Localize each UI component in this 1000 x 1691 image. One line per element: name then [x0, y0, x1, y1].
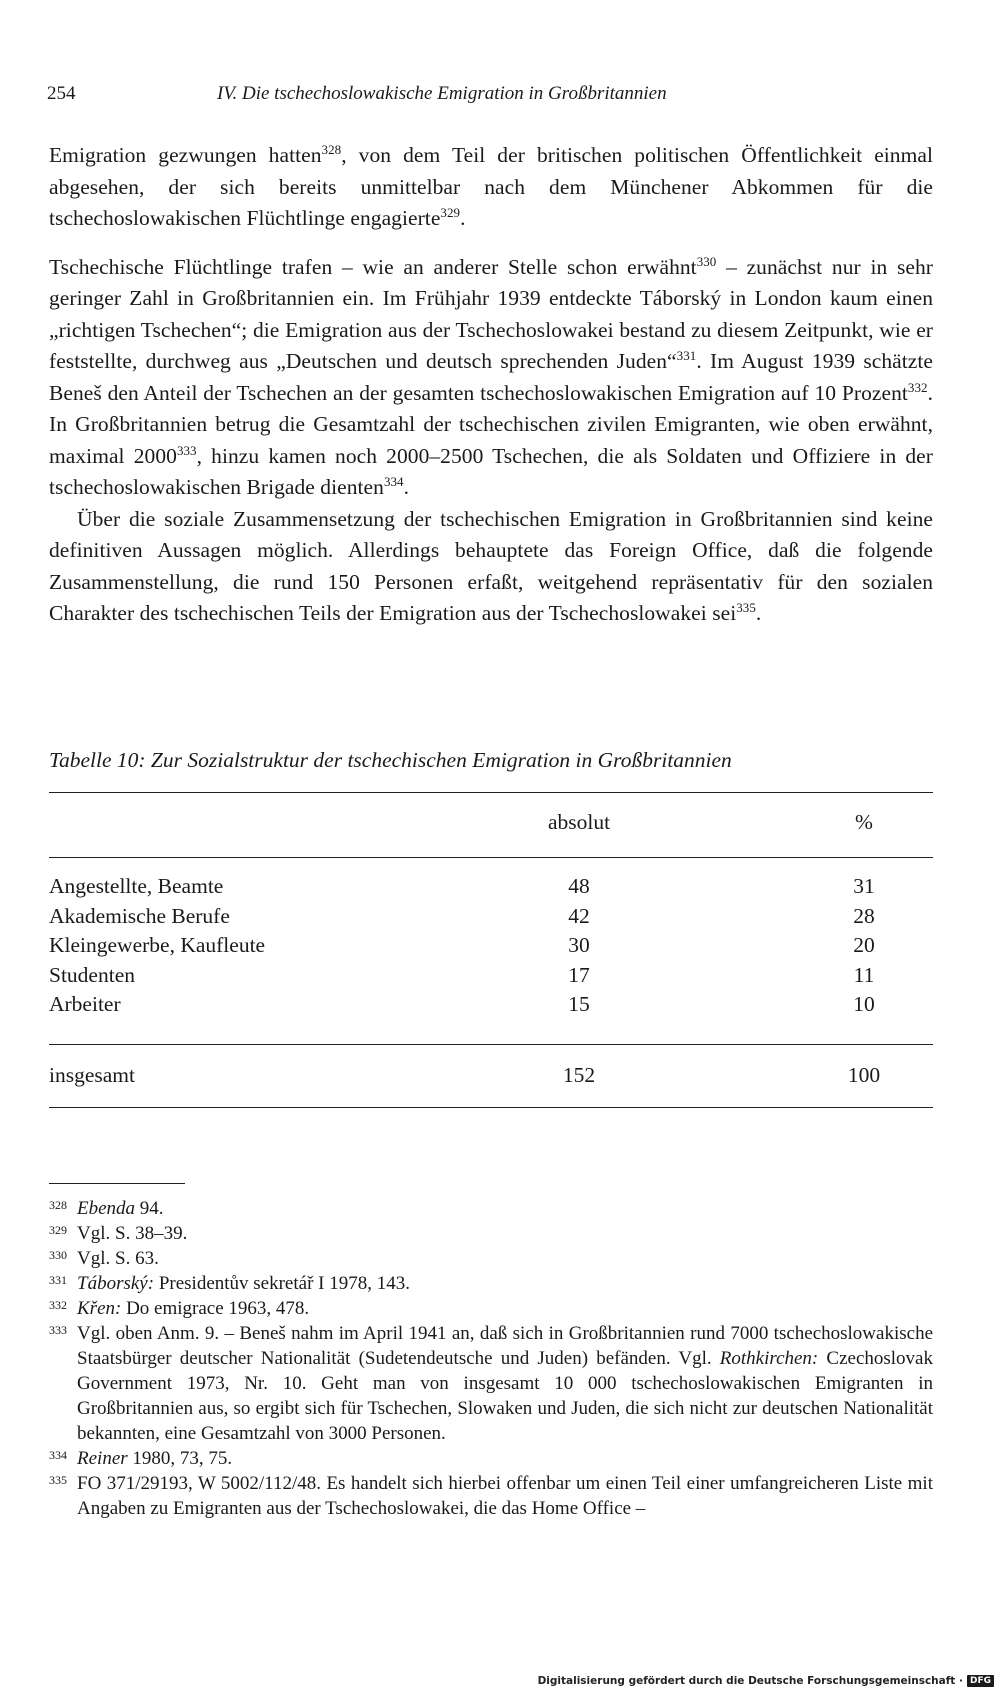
footnote	[49, 1196, 933, 1221]
footnote-author: Křen:	[77, 1298, 122, 1319]
footnote-number: 331	[49, 1273, 67, 1287]
footnote	[49, 1221, 933, 1246]
footnote	[49, 1321, 933, 1446]
table-body	[49, 874, 933, 1022]
footnote-text: Vgl. S. 38–39.	[77, 1223, 188, 1244]
text-run: .	[460, 206, 466, 230]
absolut-cell: 30	[568, 933, 590, 957]
footnote-ref[interactable]: 334	[383, 474, 404, 489]
body-text	[49, 140, 933, 630]
footnote-ref[interactable]: 332	[907, 379, 928, 395]
category-cell: Studenten	[49, 962, 135, 987]
page-number: 254	[47, 83, 76, 104]
table-row	[49, 904, 933, 934]
text-run: Emigration gezwungen hatten	[49, 143, 322, 167]
total-absolut: 152	[562, 1063, 596, 1087]
absolut-cell: 17	[568, 962, 590, 987]
footnote-ref[interactable]: 333	[176, 442, 197, 458]
table-top-rule	[49, 792, 933, 793]
footnote-author: Reiner	[77, 1448, 128, 1469]
header-cell-absolut: absolut	[547, 810, 611, 834]
text-run: – zunächst nur in sehr geringer Zahl in Großbritannien ein. Im Frühjahr 1939 entdeckte Táborský in London kaum einen „richtigen Tschechen“; die Emigration aus der Tschechoslowakei bestand zu diesem Zeitpunkt, wie er feststellte, durchweg aus „Deutschen und deutsch sprechenden Juden“	[49, 254, 934, 373]
category-cell: Arbeiter	[49, 992, 121, 1016]
footnote-author: Rothkirchen:	[719, 1348, 819, 1369]
footer-text: Digitalisierung gefördert durch die Deutsche Forschungsgemeinschaft ·	[537, 1675, 963, 1687]
footnote-text: FO 371/29193, W 5002/112/48. Es handelt sich hierbei offenbar um einen Teil einer umfangreicheren Liste mit Angaben zu Emigranten aus der Tschechoslowakei, die das Home Office –	[77, 1473, 933, 1519]
percent-cell: 28	[853, 903, 875, 928]
footnote	[49, 1246, 933, 1271]
absolut-cell: 15	[568, 992, 590, 1016]
table-row	[49, 992, 933, 1022]
text-run: , von dem Teil der britischen politischen Öffentlichkeit einmal abgesehen, der sich bereits unmittelbar nach dem Münchener Abkommen für die tschechoslowakischen Flüchtlinge engagierte	[49, 143, 933, 230]
footnote-number: 328	[49, 1198, 67, 1212]
digitization-footer	[538, 1675, 994, 1687]
footnote-text: Vgl. oben Anm. 9. – Beneš nahm im April 1941 an, daß sich in Großbritannien rund 7000 tschechoslowakische Staatsbürger deutscher Nationalität (Sudetendeutsche und Juden) befänden. Vgl.	[77, 1323, 933, 1369]
footnote-text: Vgl. S. 63.	[77, 1248, 159, 1269]
table-row	[49, 874, 933, 904]
footnote	[49, 1471, 933, 1521]
text-run: . Im August 1939 schätzte Beneš den Anteil der Tschechen an der gesamten tschechoslowakischen Emigration auf 10 Prozent	[49, 349, 933, 405]
text-run: .	[403, 475, 410, 499]
footnote-number: 330	[49, 1248, 67, 1262]
footnote-ref[interactable]: 329	[440, 205, 461, 220]
absolut-cell: 42	[568, 903, 590, 928]
running-title: IV. Die tschechoslowakische Emigration in Großbritannien	[217, 83, 667, 104]
footnote-ref[interactable]: 335	[736, 600, 756, 615]
absolut-cell: 48	[568, 874, 590, 898]
footnote-separator	[49, 1183, 185, 1184]
footnote-number: 329	[49, 1223, 67, 1237]
table-caption: Tabelle 10: Zur Sozialstruktur der tschechischen Emigration in Großbritannien	[49, 748, 732, 772]
footnote	[49, 1446, 933, 1471]
total-percent: 100	[847, 1063, 881, 1087]
category-cell: Angestellte, Beamte	[49, 874, 224, 898]
footnote-author: Ebenda	[77, 1198, 136, 1219]
table-header-rule	[49, 857, 933, 858]
table-sum-rule	[49, 1044, 933, 1045]
percent-cell: 31	[853, 874, 875, 898]
table-bottom-rule	[49, 1107, 933, 1108]
footnotes	[49, 1196, 933, 1521]
paragraph-3	[49, 504, 933, 630]
text-run: Tschechische Flüchtlinge trafen – wie an anderer Stelle schon erwähnt	[49, 254, 697, 279]
footnote-text: Do emigrace 1963, 478.	[121, 1298, 310, 1319]
paragraph-2	[49, 252, 933, 504]
text-run: Über die soziale Zusammensetzung der tschechischen Emigration in Großbritannien sind keine definitiven Aussagen möglich. Allerdings behauptete das Foreign Office, daß die folgende Zusammenstellung, die rund 150 Personen erfaßt, weitgehend repräsentativ für den sozialen Charakter des tschechischen Teils der Emigration aus der Tschechoslowakei sei	[49, 506, 933, 625]
percent-cell: 20	[853, 933, 875, 957]
text-run: . In Großbritannien betrug die Gesamtzahl der tschechischen zivilen Emigranten, wie oben erwähnt, maximal 2000	[49, 380, 933, 468]
footnote-ref[interactable]: 328	[321, 142, 342, 157]
paragraph-1	[49, 140, 933, 235]
footnote-number: 333	[49, 1323, 67, 1337]
total-label: insgesamt	[49, 1063, 135, 1087]
footnote-number: 334	[49, 1448, 67, 1462]
text-run: .	[755, 601, 762, 625]
percent-cell: 11	[853, 962, 875, 987]
dfg-logo: DFG	[967, 1675, 994, 1687]
text-run: , hinzu kamen noch 2000–2500 Tschechen, die als Soldaten und Offiziere in der tschechoslowakischen Brigade dienten	[49, 443, 933, 499]
footnote-text: 1980, 73, 75.	[127, 1448, 233, 1469]
footnote-ref[interactable]: 330	[696, 253, 717, 269]
category-cell: Akademische Berufe	[49, 903, 230, 928]
percent-cell: 10	[853, 992, 875, 1016]
category-cell: Kleingewerbe, Kaufleute	[49, 933, 266, 957]
footnote	[49, 1271, 933, 1296]
footnote-text: Presidentův sekretář I 1978, 143.	[154, 1273, 410, 1294]
footnote-text: Czechoslovak Government 1973, Nr. 10. Geht man von insgesamt 10 000 tschechoslowakischen Emigranten in Großbritannien aus, so ergibt sich für Tschechen, Slowaken und Juden, die sich nicht zur deutschen Nationalität bekannten, eine Gesamtzahl von 3000 Personen.	[77, 1348, 933, 1444]
footnote-number: 335	[49, 1473, 67, 1487]
table-row	[49, 933, 933, 963]
table-header-row	[49, 810, 933, 841]
table-row	[49, 963, 933, 993]
header-cell-percent: %	[855, 810, 873, 834]
footnote-author: Táborský:	[77, 1273, 155, 1294]
table-total-row	[49, 1063, 933, 1094]
footnote-ref[interactable]: 331	[676, 348, 697, 363]
footnote	[49, 1296, 933, 1321]
footnote-number: 332	[49, 1298, 67, 1312]
footnote-text: 94.	[135, 1198, 164, 1219]
